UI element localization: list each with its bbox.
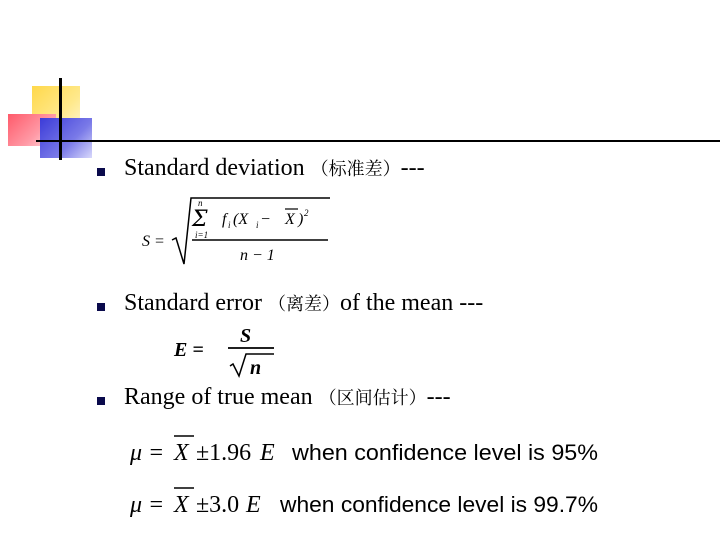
se-numerator: S [240,325,252,347]
bullet-cjk: （区间估计） [318,388,427,409]
bullet-suffix: --- [400,155,425,181]
ci-95-xbar: X [174,440,189,466]
bullet-cjk: （离差） [267,294,340,315]
ci-95-e: E [260,440,275,466]
ci-997-e: E [246,492,261,518]
sigma-symbol: Σ [192,207,208,232]
vertical-rule [59,78,62,160]
bullet-marker [97,168,105,176]
blue-square [40,118,92,158]
sd-lhs: S = [142,233,165,250]
bullet-range-true-mean [124,385,451,409]
paren-open-x: (X [233,211,249,228]
formula-ci-997 [130,484,630,518]
ci-997-mu: μ = [130,492,165,518]
bullet-label: Standard error [124,290,262,316]
title-divider [36,140,720,142]
ci-997-xbar: X [174,492,189,518]
ci-997-pm: ±3.0 [196,492,240,518]
minus-sign: − [260,211,271,228]
sd-denominator: n − 1 [240,247,275,264]
formula-standard-error [170,320,290,382]
ci-95-svg [130,432,630,466]
se-lhs: E = [174,339,204,361]
formula-standard-deviation [140,194,340,268]
ci-95-pm: ±1.96 [196,440,252,466]
bullet-marker [97,303,105,311]
formula-ci-95 [130,432,630,466]
bullet-suffix: of the mean --- [339,290,484,316]
term-f-sub: i [228,220,231,230]
ci-95-mu: μ = [130,440,165,466]
sum-lower: i=1 [195,230,209,240]
term-f: f [222,211,227,228]
bullet-cjk: （标准差） [310,159,401,180]
bullet-marker [97,397,105,405]
se-denominator: n [250,357,262,379]
bullet-suffix: --- [426,384,451,410]
bullet-label: Standard deviation [124,155,305,181]
bullet-label: Range of true mean [124,384,313,410]
ci-95-text: when confidence level is 95% [290,440,598,465]
decorative-logo [0,0,110,170]
paren-close: ) [298,211,304,228]
power-2: 2 [304,208,309,218]
ci-997-text: when confidence level is 99.7% [278,492,598,517]
ci-997-svg [130,484,630,518]
formula-sd-svg [140,194,340,268]
sum-upper: n [198,198,203,208]
xbar-x: X [285,211,295,228]
bullet-standard-deviation [124,156,425,180]
formula-se-svg [170,320,290,382]
bullet-standard-error [124,291,483,315]
x-sub: i [256,220,259,230]
